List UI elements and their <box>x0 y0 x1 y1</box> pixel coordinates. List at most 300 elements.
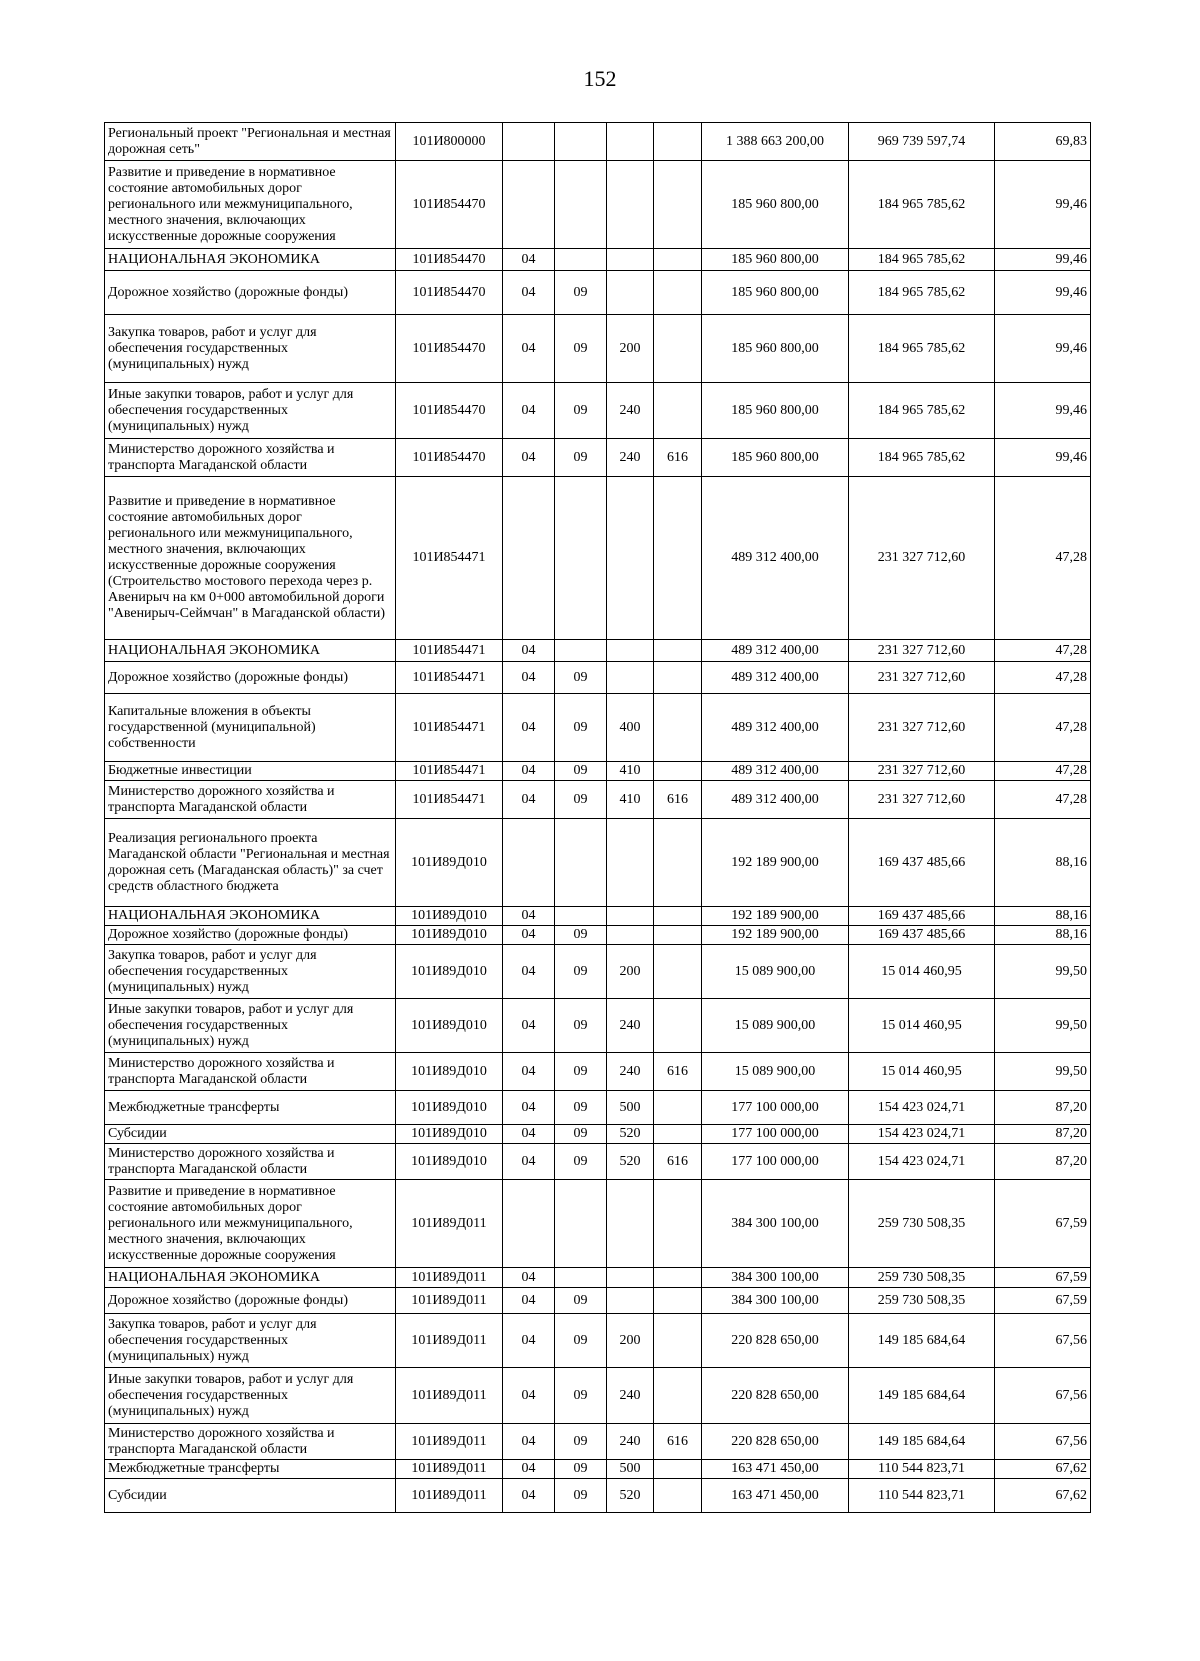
cell-item-name: Министерство дорожного хозяйства и транспорта Магаданской области <box>105 1144 396 1180</box>
cell-section <box>503 1180 555 1268</box>
cell-expense-type: 240 <box>607 1053 654 1091</box>
cell-subsection <box>555 477 607 640</box>
cell-item-name: Дорожное хозяйство (дорожные фонды) <box>105 271 396 315</box>
cell-percent: 67,59 <box>995 1268 1091 1288</box>
table-row <box>105 1180 1091 1268</box>
cell-executed-amount: 184 965 785,62 <box>849 315 995 383</box>
cell-target-article: 101И854471 <box>396 781 503 819</box>
cell-planned-amount: 185 960 800,00 <box>702 249 849 271</box>
cell-percent: 47,28 <box>995 694 1091 762</box>
cell-planned-amount: 489 312 400,00 <box>702 640 849 662</box>
cell-executed-amount: 184 965 785,62 <box>849 271 995 315</box>
cell-planned-amount: 489 312 400,00 <box>702 781 849 819</box>
cell-subsection: 09 <box>555 315 607 383</box>
table-row <box>105 315 1091 383</box>
cell-expense-type: 240 <box>607 383 654 439</box>
cell-expense-type: 520 <box>607 1479 654 1513</box>
cell-subsection: 09 <box>555 694 607 762</box>
cell-planned-amount: 220 828 650,00 <box>702 1368 849 1424</box>
cell-item-name: Иные закупки товаров, работ и услуг для обеспечения государственных (муниципальных) нужд <box>105 383 396 439</box>
cell-planned-amount: 15 089 900,00 <box>702 945 849 999</box>
cell-planned-amount: 192 189 900,00 <box>702 907 849 926</box>
cell-percent: 87,20 <box>995 1125 1091 1144</box>
cell-administrator <box>654 315 702 383</box>
table-row <box>105 1091 1091 1125</box>
table-row <box>105 383 1091 439</box>
cell-planned-amount: 15 089 900,00 <box>702 999 849 1053</box>
table-row <box>105 161 1091 249</box>
cell-target-article: 101И854470 <box>396 439 503 477</box>
cell-section <box>503 123 555 161</box>
cell-expense-type: 400 <box>607 694 654 762</box>
cell-planned-amount: 384 300 100,00 <box>702 1268 849 1288</box>
cell-item-name: Дорожное хозяйство (дорожные фонды) <box>105 1288 396 1314</box>
cell-administrator <box>654 271 702 315</box>
cell-administrator <box>654 1288 702 1314</box>
table-row <box>105 271 1091 315</box>
cell-item-name: НАЦИОНАЛЬНАЯ ЭКОНОМИКА <box>105 640 396 662</box>
cell-percent: 47,28 <box>995 781 1091 819</box>
cell-expense-type <box>607 907 654 926</box>
cell-target-article: 101И89Д011 <box>396 1460 503 1479</box>
cell-item-name: Бюджетные инвестиции <box>105 762 396 781</box>
cell-expense-type <box>607 640 654 662</box>
cell-percent: 99,46 <box>995 383 1091 439</box>
cell-executed-amount: 259 730 508,35 <box>849 1268 995 1288</box>
cell-expense-type: 520 <box>607 1144 654 1180</box>
table-row <box>105 662 1091 694</box>
cell-executed-amount: 969 739 597,74 <box>849 123 995 161</box>
cell-target-article: 101И89Д011 <box>396 1424 503 1460</box>
table-row <box>105 640 1091 662</box>
cell-subsection: 09 <box>555 1144 607 1180</box>
cell-item-name: Закупка товаров, работ и услуг для обеспечения государственных (муниципальных) нужд <box>105 315 396 383</box>
cell-item-name: Капитальные вложения в объекты государственной (муниципальной) собственности <box>105 694 396 762</box>
cell-percent: 99,46 <box>995 315 1091 383</box>
cell-planned-amount: 220 828 650,00 <box>702 1424 849 1460</box>
cell-section: 04 <box>503 662 555 694</box>
cell-subsection: 09 <box>555 945 607 999</box>
cell-section: 04 <box>503 249 555 271</box>
cell-percent: 99,46 <box>995 439 1091 477</box>
cell-percent: 99,46 <box>995 249 1091 271</box>
cell-planned-amount: 192 189 900,00 <box>702 819 849 907</box>
cell-subsection: 09 <box>555 383 607 439</box>
cell-administrator <box>654 907 702 926</box>
cell-section: 04 <box>503 439 555 477</box>
cell-subsection: 09 <box>555 1288 607 1314</box>
cell-planned-amount: 220 828 650,00 <box>702 1314 849 1368</box>
cell-subsection <box>555 907 607 926</box>
table-row <box>105 439 1091 477</box>
cell-expense-type: 240 <box>607 1424 654 1460</box>
cell-planned-amount: 489 312 400,00 <box>702 662 849 694</box>
cell-executed-amount: 169 437 485,66 <box>849 819 995 907</box>
cell-administrator <box>654 819 702 907</box>
cell-administrator <box>654 161 702 249</box>
table-row <box>105 1460 1091 1479</box>
cell-expense-type: 500 <box>607 1460 654 1479</box>
cell-section: 04 <box>503 1053 555 1091</box>
cell-administrator <box>654 1091 702 1125</box>
cell-percent: 88,16 <box>995 819 1091 907</box>
cell-target-article: 101И854470 <box>396 249 503 271</box>
cell-expense-type: 240 <box>607 1368 654 1424</box>
cell-percent: 67,56 <box>995 1424 1091 1460</box>
cell-administrator <box>654 762 702 781</box>
cell-section: 04 <box>503 945 555 999</box>
cell-subsection: 09 <box>555 271 607 315</box>
cell-subsection: 09 <box>555 762 607 781</box>
cell-percent: 47,28 <box>995 477 1091 640</box>
cell-target-article: 101И854471 <box>396 762 503 781</box>
cell-percent: 87,20 <box>995 1144 1091 1180</box>
cell-expense-type <box>607 1268 654 1288</box>
cell-subsection: 09 <box>555 999 607 1053</box>
cell-planned-amount: 163 471 450,00 <box>702 1460 849 1479</box>
cell-percent: 88,16 <box>995 926 1091 945</box>
cell-expense-type: 200 <box>607 315 654 383</box>
table-row <box>105 999 1091 1053</box>
cell-subsection: 09 <box>555 1125 607 1144</box>
cell-target-article: 101И89Д011 <box>396 1368 503 1424</box>
cell-subsection: 09 <box>555 1053 607 1091</box>
cell-planned-amount: 177 100 000,00 <box>702 1125 849 1144</box>
table-row <box>105 762 1091 781</box>
cell-executed-amount: 184 965 785,62 <box>849 383 995 439</box>
cell-subsection <box>555 1268 607 1288</box>
cell-executed-amount: 231 327 712,60 <box>849 762 995 781</box>
cell-item-name: Министерство дорожного хозяйства и транспорта Магаданской области <box>105 439 396 477</box>
cell-administrator <box>654 694 702 762</box>
cell-section: 04 <box>503 640 555 662</box>
cell-expense-type: 410 <box>607 762 654 781</box>
cell-section: 04 <box>503 383 555 439</box>
cell-section: 04 <box>503 315 555 383</box>
cell-subsection <box>555 161 607 249</box>
table-row <box>105 945 1091 999</box>
cell-target-article: 101И854470 <box>396 271 503 315</box>
cell-planned-amount: 1 388 663 200,00 <box>702 123 849 161</box>
cell-expense-type: 200 <box>607 945 654 999</box>
cell-administrator <box>654 926 702 945</box>
cell-subsection <box>555 819 607 907</box>
cell-subsection: 09 <box>555 1091 607 1125</box>
cell-planned-amount: 489 312 400,00 <box>702 762 849 781</box>
cell-percent: 67,59 <box>995 1180 1091 1268</box>
cell-subsection <box>555 249 607 271</box>
cell-administrator <box>654 1125 702 1144</box>
cell-expense-type: 520 <box>607 1125 654 1144</box>
cell-percent: 67,62 <box>995 1479 1091 1513</box>
cell-target-article: 101И854470 <box>396 383 503 439</box>
cell-executed-amount: 110 544 823,71 <box>849 1460 995 1479</box>
cell-target-article: 101И800000 <box>396 123 503 161</box>
cell-section: 04 <box>503 1314 555 1368</box>
table-row <box>105 819 1091 907</box>
cell-planned-amount: 163 471 450,00 <box>702 1479 849 1513</box>
cell-subsection <box>555 640 607 662</box>
cell-administrator: 616 <box>654 1053 702 1091</box>
cell-executed-amount: 169 437 485,66 <box>849 907 995 926</box>
table-row <box>105 1053 1091 1091</box>
cell-expense-type <box>607 819 654 907</box>
cell-planned-amount: 384 300 100,00 <box>702 1288 849 1314</box>
cell-executed-amount: 259 730 508,35 <box>849 1180 995 1268</box>
cell-target-article: 101И89Д011 <box>396 1314 503 1368</box>
cell-executed-amount: 15 014 460,95 <box>849 945 995 999</box>
cell-administrator <box>654 1479 702 1513</box>
cell-subsection: 09 <box>555 1368 607 1424</box>
cell-percent: 67,62 <box>995 1460 1091 1479</box>
cell-planned-amount: 489 312 400,00 <box>702 477 849 640</box>
table-row <box>105 477 1091 640</box>
cell-section: 04 <box>503 271 555 315</box>
cell-executed-amount: 184 965 785,62 <box>849 439 995 477</box>
cell-administrator <box>654 1368 702 1424</box>
cell-administrator: 616 <box>654 439 702 477</box>
cell-subsection: 09 <box>555 926 607 945</box>
cell-item-name: Развитие и приведение в нормативное состояние автомобильных дорог регионального или межмуниципального, местного значения, включающих искусственные дорожные сооружения (Строительство мостового перехода через р. Авенирыч на км 0+000 автомобильной дороги "Авенирыч-Сеймчан" в Магаданской области) <box>105 477 396 640</box>
cell-section <box>503 477 555 640</box>
cell-target-article: 101И854471 <box>396 694 503 762</box>
cell-target-article: 101И89Д011 <box>396 1180 503 1268</box>
cell-administrator: 616 <box>654 781 702 819</box>
cell-percent: 67,59 <box>995 1288 1091 1314</box>
cell-administrator <box>654 1268 702 1288</box>
cell-section: 04 <box>503 1479 555 1513</box>
cell-percent: 67,56 <box>995 1314 1091 1368</box>
cell-administrator <box>654 999 702 1053</box>
cell-item-name: НАЦИОНАЛЬНАЯ ЭКОНОМИКА <box>105 907 396 926</box>
cell-executed-amount: 149 185 684,64 <box>849 1424 995 1460</box>
cell-expense-type: 240 <box>607 999 654 1053</box>
cell-executed-amount: 231 327 712,60 <box>849 694 995 762</box>
table-row <box>105 926 1091 945</box>
cell-executed-amount: 231 327 712,60 <box>849 477 995 640</box>
cell-executed-amount: 149 185 684,64 <box>849 1314 995 1368</box>
page-number: 152 <box>583 66 617 91</box>
cell-expense-type <box>607 477 654 640</box>
cell-executed-amount: 149 185 684,64 <box>849 1368 995 1424</box>
table-row <box>105 694 1091 762</box>
cell-target-article: 101И89Д011 <box>396 1268 503 1288</box>
cell-section: 04 <box>503 1125 555 1144</box>
cell-item-name: Закупка товаров, работ и услуг для обеспечения государственных (муниципальных) нужд <box>105 1314 396 1368</box>
cell-target-article: 101И854471 <box>396 640 503 662</box>
cell-item-name: Иные закупки товаров, работ и услуг для обеспечения государственных (муниципальных) нужд <box>105 1368 396 1424</box>
cell-planned-amount: 177 100 000,00 <box>702 1091 849 1125</box>
table-row <box>105 1314 1091 1368</box>
budget-table <box>104 122 1091 1513</box>
cell-item-name: НАЦИОНАЛЬНАЯ ЭКОНОМИКА <box>105 1268 396 1288</box>
cell-section: 04 <box>503 1268 555 1288</box>
cell-executed-amount: 154 423 024,71 <box>849 1125 995 1144</box>
cell-executed-amount: 259 730 508,35 <box>849 1288 995 1314</box>
cell-executed-amount: 154 423 024,71 <box>849 1144 995 1180</box>
cell-percent: 99,50 <box>995 1053 1091 1091</box>
cell-item-name: Иные закупки товаров, работ и услуг для обеспечения государственных (муниципальных) нужд <box>105 999 396 1053</box>
cell-item-name: Реализация регионального проекта Магаданской области "Региональная и местная дорожная сеть (Магаданская область)" за счет средств областного бюджета <box>105 819 396 907</box>
cell-target-article: 101И89Д010 <box>396 819 503 907</box>
cell-subsection <box>555 1180 607 1268</box>
cell-expense-type: 240 <box>607 439 654 477</box>
cell-expense-type <box>607 271 654 315</box>
cell-executed-amount: 154 423 024,71 <box>849 1091 995 1125</box>
cell-administrator <box>654 477 702 640</box>
cell-expense-type: 200 <box>607 1314 654 1368</box>
table-row <box>105 1479 1091 1513</box>
cell-percent: 47,28 <box>995 762 1091 781</box>
cell-target-article: 101И89Д010 <box>396 926 503 945</box>
cell-section: 04 <box>503 1144 555 1180</box>
cell-section: 04 <box>503 781 555 819</box>
cell-item-name: Региональный проект "Региональная и местная дорожная сеть" <box>105 123 396 161</box>
cell-executed-amount: 15 014 460,95 <box>849 1053 995 1091</box>
cell-expense-type <box>607 662 654 694</box>
cell-administrator <box>654 640 702 662</box>
cell-percent: 99,46 <box>995 271 1091 315</box>
cell-subsection <box>555 123 607 161</box>
cell-item-name: Министерство дорожного хозяйства и транспорта Магаданской области <box>105 781 396 819</box>
cell-administrator: 616 <box>654 1424 702 1460</box>
cell-administrator <box>654 1460 702 1479</box>
cell-item-name: Развитие и приведение в нормативное состояние автомобильных дорог регионального или межмуниципального, местного значения, включающих искусственные дорожные сооружения <box>105 1180 396 1268</box>
table-row <box>105 781 1091 819</box>
cell-target-article: 101И854471 <box>396 477 503 640</box>
cell-section: 04 <box>503 926 555 945</box>
cell-section <box>503 819 555 907</box>
cell-target-article: 101И854471 <box>396 662 503 694</box>
cell-item-name: Межбюджетные трансферты <box>105 1460 396 1479</box>
cell-administrator <box>654 123 702 161</box>
cell-administrator <box>654 662 702 694</box>
cell-planned-amount: 177 100 000,00 <box>702 1144 849 1180</box>
cell-executed-amount: 110 544 823,71 <box>849 1479 995 1513</box>
table-row <box>105 123 1091 161</box>
cell-item-name: Межбюджетные трансферты <box>105 1091 396 1125</box>
cell-item-name: Субсидии <box>105 1125 396 1144</box>
cell-expense-type <box>607 161 654 249</box>
cell-subsection: 09 <box>555 1460 607 1479</box>
cell-item-name: Развитие и приведение в нормативное состояние автомобильных дорог регионального или межмуниципального, местного значения, включающих искусственные дорожные сооружения <box>105 161 396 249</box>
cell-target-article: 101И89Д010 <box>396 1125 503 1144</box>
cell-percent: 47,28 <box>995 640 1091 662</box>
cell-expense-type <box>607 123 654 161</box>
cell-executed-amount: 184 965 785,62 <box>849 249 995 271</box>
cell-item-name: Дорожное хозяйство (дорожные фонды) <box>105 926 396 945</box>
cell-section <box>503 161 555 249</box>
cell-planned-amount: 185 960 800,00 <box>702 315 849 383</box>
cell-section: 04 <box>503 1460 555 1479</box>
cell-executed-amount: 184 965 785,62 <box>849 161 995 249</box>
table-body <box>105 123 1091 1513</box>
cell-target-article: 101И89Д010 <box>396 1144 503 1180</box>
cell-expense-type <box>607 926 654 945</box>
cell-executed-amount: 169 437 485,66 <box>849 926 995 945</box>
cell-percent: 99,50 <box>995 999 1091 1053</box>
cell-section: 04 <box>503 694 555 762</box>
cell-subsection: 09 <box>555 662 607 694</box>
cell-executed-amount: 231 327 712,60 <box>849 662 995 694</box>
cell-section: 04 <box>503 1091 555 1125</box>
cell-target-article: 101И89Д011 <box>396 1288 503 1314</box>
cell-executed-amount: 231 327 712,60 <box>849 781 995 819</box>
cell-percent: 67,56 <box>995 1368 1091 1424</box>
cell-target-article: 101И89Д010 <box>396 999 503 1053</box>
table-row <box>105 1424 1091 1460</box>
cell-section: 04 <box>503 1424 555 1460</box>
cell-subsection: 09 <box>555 1314 607 1368</box>
cell-planned-amount: 185 960 800,00 <box>702 383 849 439</box>
cell-planned-amount: 192 189 900,00 <box>702 926 849 945</box>
cell-subsection: 09 <box>555 781 607 819</box>
table-row <box>105 249 1091 271</box>
cell-executed-amount: 231 327 712,60 <box>849 640 995 662</box>
cell-executed-amount: 15 014 460,95 <box>849 999 995 1053</box>
cell-percent: 88,16 <box>995 907 1091 926</box>
cell-percent: 69,83 <box>995 123 1091 161</box>
cell-target-article: 101И89Д010 <box>396 945 503 999</box>
cell-item-name: Дорожное хозяйство (дорожные фонды) <box>105 662 396 694</box>
cell-expense-type: 500 <box>607 1091 654 1125</box>
cell-expense-type: 410 <box>607 781 654 819</box>
cell-target-article: 101И89Д010 <box>396 907 503 926</box>
cell-subsection: 09 <box>555 1424 607 1460</box>
cell-target-article: 101И89Д011 <box>396 1479 503 1513</box>
table-row <box>105 1268 1091 1288</box>
cell-target-article: 101И89Д010 <box>396 1091 503 1125</box>
table-row <box>105 1144 1091 1180</box>
cell-expense-type <box>607 1288 654 1314</box>
cell-subsection: 09 <box>555 439 607 477</box>
cell-administrator <box>654 383 702 439</box>
cell-expense-type <box>607 249 654 271</box>
cell-item-name: Закупка товаров, работ и услуг для обеспечения государственных (муниципальных) нужд <box>105 945 396 999</box>
table-row <box>105 907 1091 926</box>
cell-subsection: 09 <box>555 1479 607 1513</box>
cell-administrator <box>654 1180 702 1268</box>
cell-planned-amount: 489 312 400,00 <box>702 694 849 762</box>
cell-planned-amount: 185 960 800,00 <box>702 271 849 315</box>
cell-item-name: Министерство дорожного хозяйства и транспорта Магаданской области <box>105 1424 396 1460</box>
cell-planned-amount: 15 089 900,00 <box>702 1053 849 1091</box>
cell-target-article: 101И854470 <box>396 315 503 383</box>
cell-planned-amount: 384 300 100,00 <box>702 1180 849 1268</box>
cell-percent: 87,20 <box>995 1091 1091 1125</box>
cell-item-name: НАЦИОНАЛЬНАЯ ЭКОНОМИКА <box>105 249 396 271</box>
cell-section: 04 <box>503 1288 555 1314</box>
cell-percent: 99,46 <box>995 161 1091 249</box>
cell-administrator: 616 <box>654 1144 702 1180</box>
cell-target-article: 101И854470 <box>396 161 503 249</box>
cell-planned-amount: 185 960 800,00 <box>702 161 849 249</box>
cell-percent: 99,50 <box>995 945 1091 999</box>
cell-section: 04 <box>503 999 555 1053</box>
cell-expense-type <box>607 1180 654 1268</box>
table-row <box>105 1368 1091 1424</box>
cell-item-name: Субсидии <box>105 1479 396 1513</box>
cell-item-name: Министерство дорожного хозяйства и транспорта Магаданской области <box>105 1053 396 1091</box>
table-row <box>105 1125 1091 1144</box>
cell-administrator <box>654 1314 702 1368</box>
cell-administrator <box>654 249 702 271</box>
cell-percent: 47,28 <box>995 662 1091 694</box>
cell-target-article: 101И89Д010 <box>396 1053 503 1091</box>
cell-section: 04 <box>503 762 555 781</box>
cell-section: 04 <box>503 1368 555 1424</box>
cell-planned-amount: 185 960 800,00 <box>702 439 849 477</box>
